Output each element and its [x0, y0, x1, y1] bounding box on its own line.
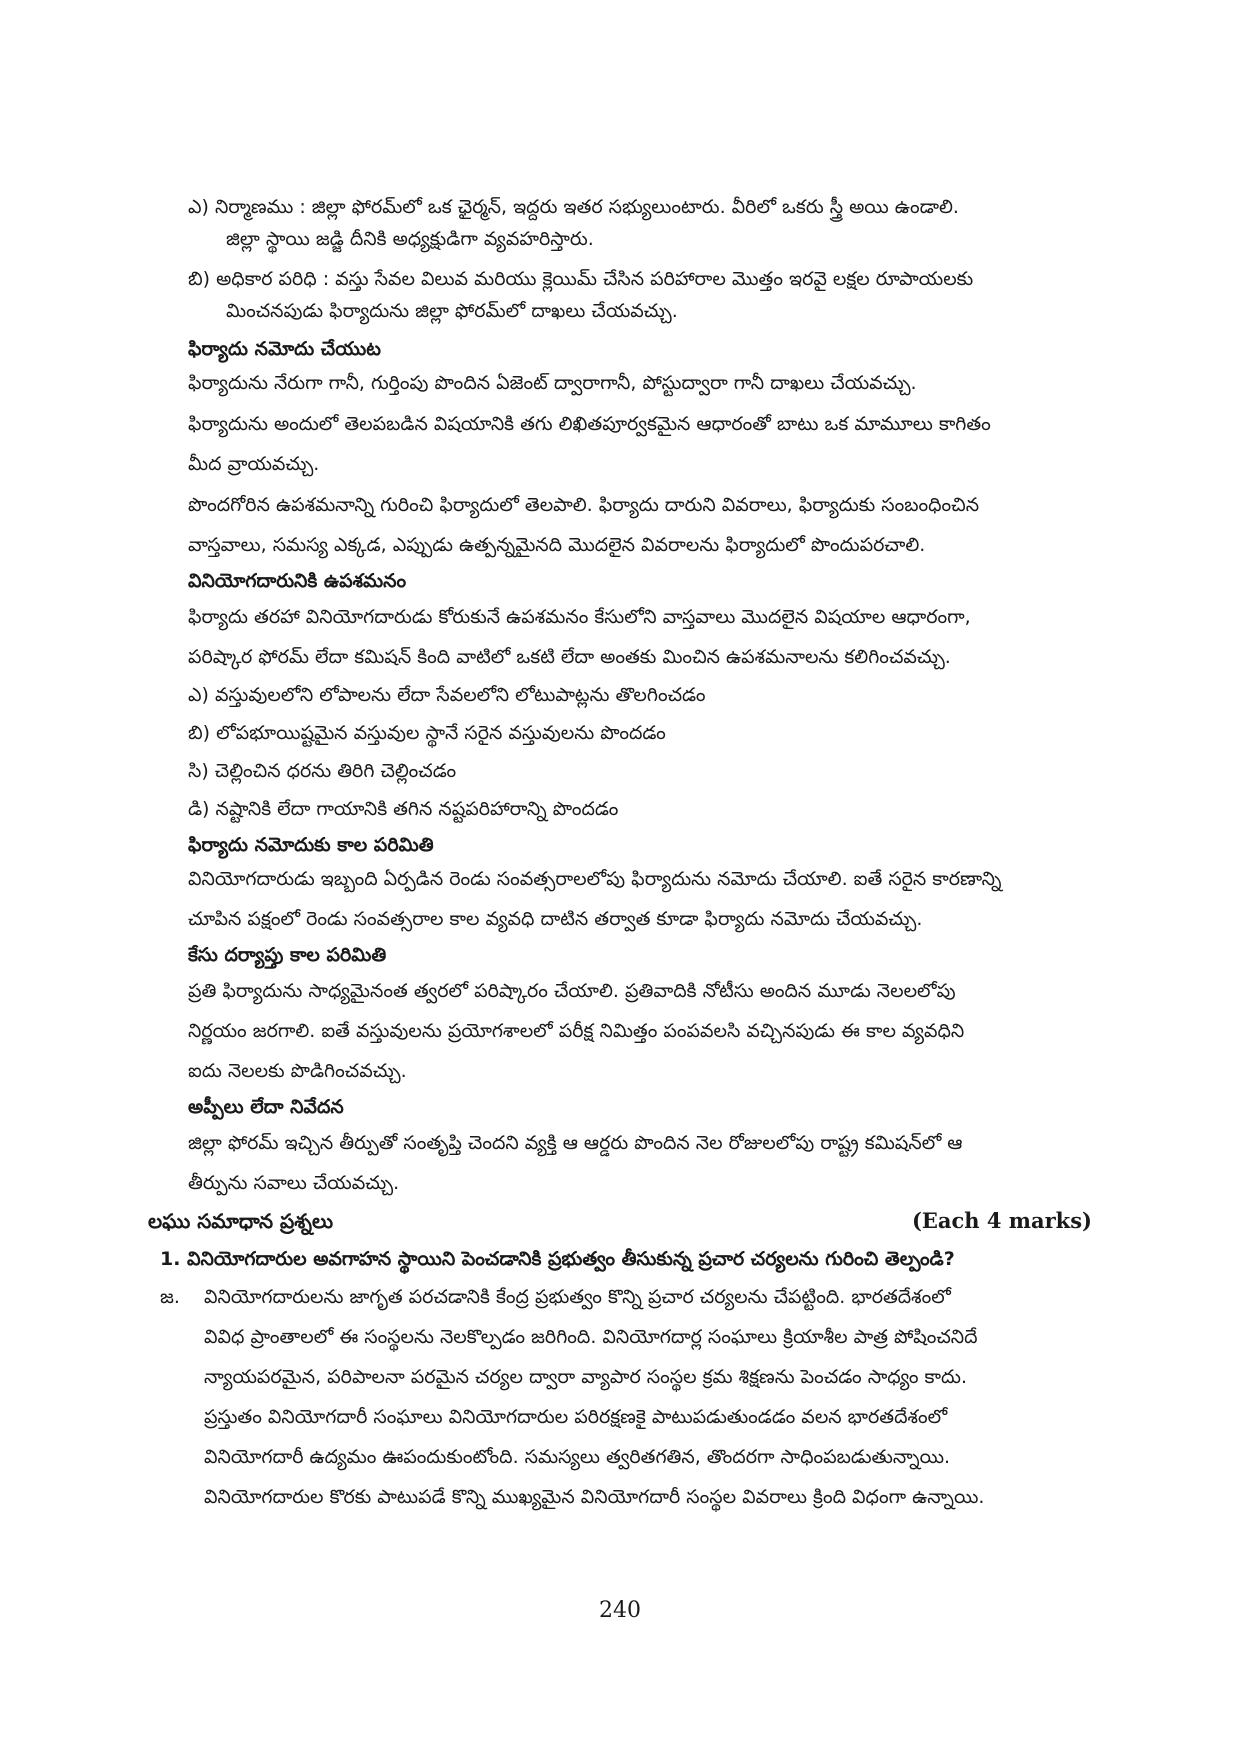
heading-consumer-relief: వినియోగదారునికి ఉపశమనం: [188, 570, 407, 592]
paragraph-line: మీద వ్రాయవచ్చు.: [188, 453, 320, 475]
question-1: 1. వినియోగదారుల అవగాహన స్థాయిని పెంచడానికి ప్రభుత్వం తీసుకున్న ప్రచార చర్యలను గురించి తెల్పండి?: [160, 1248, 955, 1270]
paragraph-line: పొందగోరిన ఉపశమనాన్ని గురించి ఫిర్యాదులో తెలపాలి. ఫిర్యాదు దారుని వివరాలు, ఫిర్యాదుకు సంబంధించిన: [188, 494, 980, 516]
heading-filing-complaint: ఫిర్యాదు నమోదు చేయుట: [188, 338, 381, 360]
jurisdiction-item-cont: మించనపుడు ఫిర్యాదును జిల్లా ఫోరమ్‌లో దాఖలు చేయవచ్చు.: [226, 300, 678, 322]
paragraph-line: తీర్పును సవాలు చేయవచ్చు.: [188, 1172, 400, 1194]
heading-time-limit: ఫిర్యాదు నమోదుకు కాల పరిమితి: [188, 834, 434, 856]
jurisdiction-item: బి) అధికార పరిధి : వస్తు సేవల విలువ మరియు క్లెయిమ్ చేసిన పరిహారాల మొత్తం ఇరవై లక్షల రూపాయలకు: [188, 268, 974, 290]
paragraph-line: నిర్ణయం జరగాలి. ఐతే వస్తువులను ప్రయోగశాలలో పరీక్ష నిమిత్తం పంపవలసి వచ్చినపుడు ఈ కాల వ్యవధిని: [188, 1020, 965, 1042]
answer-line: వినియోగదారుల కొరకు పాటుపడే కొన్ని ముఖ్యమైన వినియోగదారీ సంస్థల వివరాలు క్రింది విధంగా ఉన్నాయి.: [204, 1486, 985, 1508]
relief-list-item: సి) చెల్లించిన ధరను తిరిగి చెల్లించడం: [188, 760, 457, 782]
heading-appeal: అప్పీలు లేదా నివేదన: [188, 1096, 344, 1118]
relief-list-item: బి) లోపభూయిష్టమైన వస్తువుల స్థానే సరైన వస్తువులను పొందడం: [188, 722, 666, 744]
heading-case-investigation: కేసు దర్యాప్తు కాల పరిమితి: [188, 944, 387, 966]
paragraph-line: ఫిర్యాదును నేరుగా గానీ, గుర్తింపు పొందిన ఏజెంట్ ద్వారాగానీ, పోస్టుద్వారా గానీ దాఖలు చేయవచ్చు.: [188, 372, 917, 394]
page-number: 240: [599, 1598, 641, 1623]
paragraph-line: ఫిర్యాదును అందులో తెలపబడిన విషయానికి తగు లిఖితపూర్వకమైన ఆధారంతో బాటు ఒక మామూలు కాగితం: [188, 413, 991, 435]
paragraph-line: ఐదు నెలలకు పొడిగించవచ్చు.: [188, 1060, 407, 1082]
relief-list-item: ఎ) వస్తువులలోని లోపాలను లేదా సేవలలోని లోటుపాట్లను తొలగించడం: [188, 684, 706, 706]
section-title-short-answer: లఘు సమాధాన ప్రశ్నలు: [148, 1209, 334, 1233]
paragraph-line: చూపిన పక్షంలో రెండు సంవత్సరాల కాల వ్యవధి దాటిన తర్వాత కూడా ఫిర్యాదు నమోదు చేయవచ్చు.: [188, 908, 923, 930]
answer-label: జ.: [160, 1286, 180, 1308]
marks-label: (Each 4 marks): [911, 1208, 1092, 1233]
answer-line: వినియోగదారులను జాగృత పరచడానికి కేంద్ర ప్రభుత్వం కొన్ని ప్రచార చర్యలను చేపట్టింది. భారతదేశంలో: [204, 1286, 951, 1308]
answer-line: వివిధ ప్రాంతాలలో ఈ సంస్థలను నెలకొల్పడం జరిగింది. వినియోగదార్ల సంఘాలు క్రియాశీల పాత్ర పోషించనిదే: [204, 1326, 978, 1348]
composition-item-cont: జిల్లా స్థాయి జడ్జి దీనికి అధ్యక్షుడిగా వ్యవహరిస్తారు.: [226, 228, 594, 250]
paragraph-line: ఫిర్యాదు తరహా వినియోగదారుడు కోరుకునే ఉపశమనం కేసులోని వాస్తవాలు మొదలైన విషయాల ఆధారంగా,: [188, 606, 971, 628]
relief-list-item: డి) నష్టానికి లేదా గాయానికి తగిన నష్టపరిహారాన్ని పొందడం: [188, 798, 619, 820]
answer-line: న్యాయపరమైన, పరిపాలనా పరమైన చర్యల ద్వారా వ్యాపార సంస్థల క్రమ శిక్షణను పెంచడం సాధ్యం కాదు.: [204, 1366, 968, 1388]
answer-line: వినియోగదారీ ఉద్యమం ఊపందుకుంటోంది. సమస్యలు త్వరితగతిన, తొందరగా సాధింపబడుతున్నాయి.: [204, 1446, 951, 1468]
composition-item: ఎ) నిర్మాణము : జిల్లా ఫోరమ్‌లో ఒక ఛైర్మన్, ఇద్దరు ఇతర సభ్యులుంటారు. వీరిలో ఒకరు స్త్రీ అయి ఉండాలి.: [188, 196, 959, 218]
answer-line: ప్రస్తుతం వినియోగదారీ సంఘాలు వినియోగదారుల పరిరక్షణకై పాటుపడుతుండడం వలన భారతదేశంలో: [204, 1406, 948, 1428]
paragraph-line: వినియోగదారుడు ఇబ్బంది ఏర్పడిన రెండు సంవత్సరాలలోపు ఫిర్యాదును నమోదు చేయాలి. ఐతే సరైన కారణాన్ని: [188, 868, 1002, 890]
paragraph-line: జిల్లా ఫోరమ్ ఇచ్చిన తీర్పుతో సంతృప్తి చెందని వ్యక్తి ఆ ఆర్డరు పొందిన నెల రోజులలోపు రాష్ట్ర కమిషన్‌లో ఆ: [188, 1132, 963, 1154]
paragraph-line: పరిష్కార ఫోరమ్ లేదా కమిషన్ కింది వాటిలో ఒకటి లేదా అంతకు మించిన ఉపశమనాలను కలిగించవచ్చు.: [188, 646, 951, 668]
paragraph-line: ప్రతి ఫిర్యాదును సాధ్యమైనంత త్వరలో పరిష్కారం చేయాలి. ప్రతివాదికి నోటీసు అందిన మూడు నెలలలోపు: [188, 980, 956, 1002]
paragraph-line: వాస్తవాలు, సమస్య ఎక్కడ, ఎప్పుడు ఉత్పన్నమైనది మొదలైన వివరాలను ఫిర్యాదులో పొందుపరచాలి.: [188, 534, 926, 556]
